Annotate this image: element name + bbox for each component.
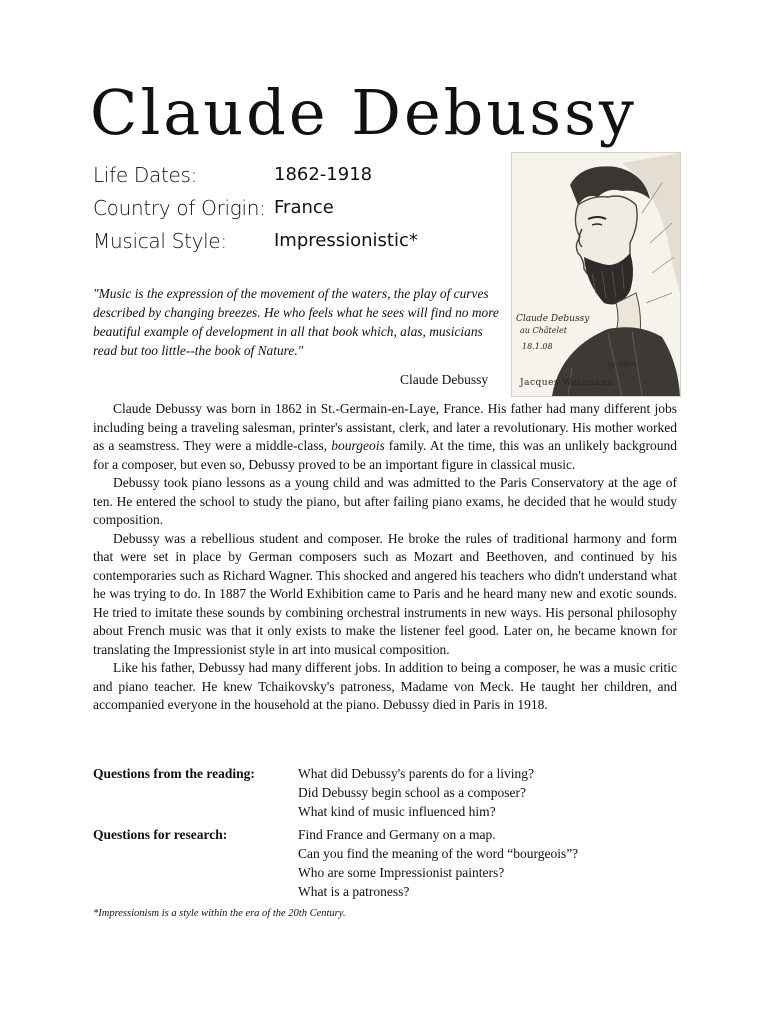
question-item: Find France and Germany on a map. [298,827,496,842]
portrait-inscription: 18.1.08 [522,342,553,351]
question-list [298,825,578,901]
question-item: Who are some Impressionist painters? [298,865,505,880]
biography [93,400,677,715]
question-list [298,764,534,821]
emphasis-bourgeois: bourgeois [331,438,385,453]
question-item: Did Debussy begin school as a composer? [298,785,526,800]
fact-style [93,224,503,257]
portrait-sketch [511,152,681,397]
questions-heading: Questions from the reading: [93,766,255,781]
fact-value: France [274,197,334,218]
biography-paragraph: Claude Debussy was born in 1862 in St.-Germain-en-Laye, France. His father had many different jobs including being a traveling salesman, printer's assistant, clerk, and later a revolutionary. His mother worked as a seamstress. They were a middle-class, bourgeois family. At the time, this was an unlikely background for a composer, but even so, Debussy proved to be an important figure in classical music. [93,401,677,472]
composer-quote: "Music is the expression of the movement of the waters, the play of curves described by changing breezes. He who feels what he sees will find no more beautiful example of development in all that book which, alas, musicians read but too little--the book of Nature." [93,286,499,358]
biography-paragraph: Debussy was a rebellious student and composer. He broke the rules of traditional harmony and form that were set in place by German composers such as Mozart and Beethoven, and continued by his contemporaries such as Richard Wagner. This shocked and angered his teachers who didn't understand what he was trying to do. In 1887 the World Exhibition came to Paris and he heard many new and exotic sounds. He tried to imitate these sounds by combining orchestral instruments in new ways. His personal philosophy about French music was that it only exists to make the listener feel good. Later on, he became known for translating the Impressionist style in art into musical composition. [93,530,677,657]
fact-country [93,191,503,224]
question-item: What kind of music influenced him? [298,804,496,819]
fact-value: 1862-1918 [274,164,373,185]
portrait-inscription: Claude Debussy [516,314,590,324]
fact-life-dates [93,158,503,191]
portrait-inscription: la Mer [608,360,635,369]
fact-label: Musical Style: [93,228,227,253]
questions-from-reading [93,764,677,821]
biography-paragraph: Like his father, Debussy had many different jobs. In addition to being a composer, he was a music critic and piano teacher. He knew Tchaikovsky's patroness, Madame von Meck. He taught her children, and accompanied everyone in the household at the piano. Debussy died in Paris in 1918. [93,660,677,712]
composer-facts [93,158,503,257]
fact-label: Country of Origin: [93,195,266,220]
footnote: *Impressionism is a style within the era of the 20th Century. [93,908,346,919]
portrait-signature: Jacques Weismann [520,378,614,388]
quote-attribution: Claude Debussy [400,372,489,387]
question-item: Can you find the meaning of the word “bourgeois”? [298,846,579,861]
question-item: What did Debussy's parents do for a living? [298,766,535,781]
biography-paragraph: Debussy took piano lessons as a young child and was admitted to the Paris Conservatory at the age of ten. He entered the school to study the piano, but after failing piano exams, he decided that he would study composition. [93,475,677,527]
questions-for-research [93,825,677,901]
fact-label: Life Dates: [93,162,198,187]
questions-heading: Questions for research: [93,827,228,842]
fact-value: Impressionistic* [274,230,418,251]
question-item: What is a patroness? [298,884,410,899]
portrait-inscription: au Châtelet [520,326,567,335]
page-title: Claude Debussy [90,76,637,149]
